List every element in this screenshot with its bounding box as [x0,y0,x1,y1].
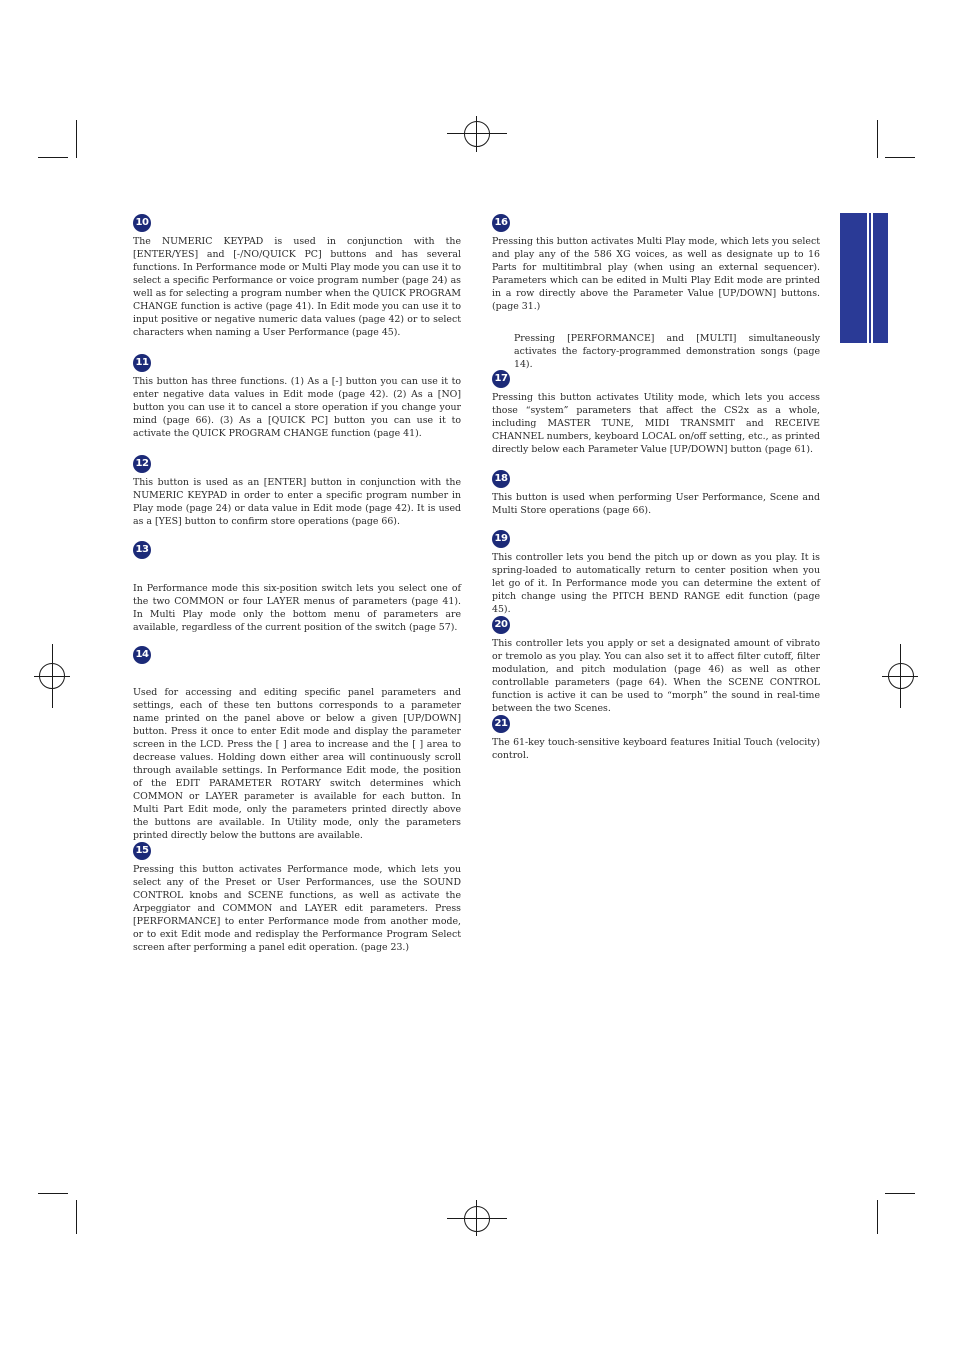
item-description: Pressing this button activates Multi Play mode, which lets you select and play any of the 586 XG voices, as well as designate up to 16 Parts for multitimbral play (when using an external sequencer). Parameters which can be edited in Multi Play Edit mode are printed in a row directly above the Parameter Value [UP/DOWN] buttons. (page 31.) [492,236,820,312]
item-description: The 61-key touch-sensitive keyboard features Initial Touch (velocity) control. [492,737,820,761]
item-description: This button is used as an [ENTER] button in conjunction with the NUMERIC KEYPAD in order to enter a specific program number in Play mode (page 24) or data value in Edit mode (page 42). It is used as a [YES] button to confirm store operations (page 66). [133,477,461,527]
item-21 [492,715,820,761]
item-note: Pressing [PERFORMANCE] and [MULTI] simultaneously activates the factory-programmed demonstration songs (page 14). [514,333,820,370]
item-description: In Performance mode this six-position switch lets you select one of the two COMMON or four LAYER menus of parameters (page 41). In Multi Play mode only the bottom menu of parameters are available, regardless of the current position of the switch (page 57). [133,583,461,633]
number-badge: 12 [133,455,151,473]
item-description: This button is used when performing User Performance, Scene and Multi Store operations (page 66). [492,492,820,516]
number-badge: 11 [133,354,151,372]
number-badge: 15 [133,842,151,860]
item-description: Used for accessing and editing specific panel parameters and settings, each of these ten buttons corresponds to a parameter name printed on the panel above or below a given [UP/DOWN] button. Press it once to enter Edit mode and display the parameter screen in the LCD. Press the [ ] area to increase and the [ ] area to decrease values. Holding down either area will continuously scroll through available settings. In Performance Edit mode, the position of the EDIT PARAMETER ROTARY switch determines which COMMON or LAYER parameter is available for each button. In Multi Part Edit mode, only the parameters printed directly above the buttons are available. In Utility mode, only the parameters printed directly below the buttons are available. [133,687,461,841]
number-badge: 21 [492,715,510,733]
number-badge: 14 [133,646,151,664]
item-description: This button has three functions. (1) As a [-] button you can use it to enter negative data values in Edit mode (page 42). (2) As a [NO] button you can use it to cancel a store operation if you change your mind (page 66). (3) As a [QUICK PC] button you can use it to activate the QUICK PROGRAM CHANGE function (page 41). [133,376,461,439]
item-description: Pressing this button activates Utility mode, which lets you access those “system” parameters that affect the CS2x as a whole, including MASTER TUNE, MIDI TRANSMIT and RECEIVE CHANNEL numbers, keyboard LOCAL on/off setting, etc., as printed directly below each Parameter Value [UP/DOWN] button (page 61). [492,392,820,455]
item-16 [492,214,820,312]
item-18 [492,470,820,516]
number-badge: 19 [492,530,510,548]
item-20 [492,616,820,714]
item-13 [133,541,461,633]
item-description: Pressing this button activates Performance mode, which lets you select any of the Preset or User Performances, use the SOUND CONTROL knobs and SCENE functions, as well as activate the Arpeggiator and COMMON and LAYER edit parameters. Press [PERFORMANCE] to enter Performance mode from another mode, or to exit Edit mode and redisplay the Performance Program Select screen after performing a panel edit operation. (page 23.) [133,864,461,953]
number-badge: 18 [492,470,510,488]
item-14 [133,646,461,841]
number-badge: 13 [133,541,151,559]
section-tab [840,213,888,343]
item-19 [492,530,820,615]
number-badge: 10 [133,214,151,232]
item-15 [133,842,461,953]
item-description: This controller lets you bend the pitch up or down as you play. It is spring-loaded to automatically return to center position when you let go of it. In Performance mode you can determine the extent of pitch change using the PITCH BEND RANGE edit function (page 45). [492,552,820,615]
number-badge: 20 [492,616,510,634]
item-description: This controller lets you apply or set a designated amount of vibrato or tremolo as you play. You can also set it to affect filter cutoff, filter modulation, and pitch modulation (page 46) as well as other controllable parameters (page 64). When the SCENE CONTROL function is active it can be used to “morph” the sound in real-time between the two Scenes. [492,638,820,714]
item-17 [492,370,820,455]
item-description: The NUMERIC KEYPAD is used in conjunction with the [ENTER/YES] and [-/NO/QUICK PC] buttons and has several functions. In Performance mode or Multi Play mode you can use it to select a specific Performance or voice program number (page 24) as well as for selecting a program number when the QUICK PROGRAM CHANGE function is active (page 41). In Edit mode you can use it to input positive or negative numeric data values (page 42) or to select characters when naming a User Performance (page 45). [133,236,461,338]
item-12 [133,455,461,527]
item-10 [133,214,461,338]
number-badge: 17 [492,370,510,388]
item-11 [133,354,461,439]
number-badge: 16 [492,214,510,232]
